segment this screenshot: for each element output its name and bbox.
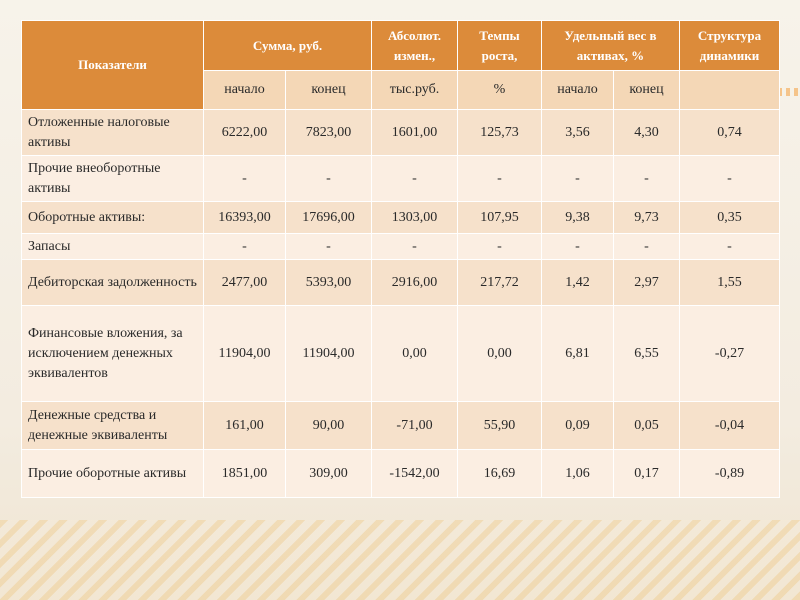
cell-share-end: 2,97 [614,260,680,306]
subheader-end: конец [286,71,372,110]
cell-share-start: - [542,234,614,260]
header-abs-change: Абсолют. измен., [372,21,458,71]
header-share: Удельный вес в активах, % [542,21,680,71]
row-label: Финансовые вложения, за исключением денежных эквивалентов [22,306,204,402]
cell-growth-rate: 0,00 [458,306,542,402]
cell-share-end: 9,73 [614,202,680,234]
table-row [22,450,780,498]
cell-sum-end: 5393,00 [286,260,372,306]
cell-sum-end: - [286,234,372,260]
cell-share-end: - [614,156,680,202]
table-row [22,156,780,202]
cell-abs-change: 2916,00 [372,260,458,306]
cell-sum-start: - [204,156,286,202]
cell-sum-end: 11904,00 [286,306,372,402]
table-row [22,234,780,260]
header-indicators: Показатели [22,21,204,110]
cell-share-start: - [542,156,614,202]
cell-share-end: - [614,234,680,260]
cell-abs-change: -71,00 [372,402,458,450]
cell-sum-start: - [204,234,286,260]
cell-growth-rate: 16,69 [458,450,542,498]
subheader-start: начало [204,71,286,110]
row-label: Отложенные налоговые активы [22,110,204,156]
cell-share-start: 9,38 [542,202,614,234]
table-row [22,306,780,402]
cell-sum-end: 90,00 [286,402,372,450]
cell-sum-end: 7823,00 [286,110,372,156]
cell-share-end: 0,05 [614,402,680,450]
cell-abs-change: 1601,00 [372,110,458,156]
cell-structure: 0,74 [680,110,780,156]
cell-structure: - [680,234,780,260]
cell-sum-start: 161,00 [204,402,286,450]
cell-sum-end: - [286,156,372,202]
row-label: Прочие оборотные активы [22,450,204,498]
row-label: Прочие внеоборотные активы [22,156,204,202]
cell-growth-rate: 107,95 [458,202,542,234]
cell-abs-change: - [372,234,458,260]
cell-share-end: 6,55 [614,306,680,402]
cell-abs-change: -1542,00 [372,450,458,498]
decorative-dashes [778,88,800,96]
cell-sum-start: 16393,00 [204,202,286,234]
assets-dynamics-table [21,20,780,498]
decorative-stripes [0,520,800,600]
cell-structure: -0,27 [680,306,780,402]
subheader-thous-rub: тыс.руб. [372,71,458,110]
subheader-share-end: конец [614,71,680,110]
row-label: Денежные средства и денежные эквиваленты [22,402,204,450]
cell-share-start: 1,06 [542,450,614,498]
table-row [22,110,780,156]
cell-share-start: 3,56 [542,110,614,156]
cell-structure: -0,04 [680,402,780,450]
cell-share-end: 0,17 [614,450,680,498]
cell-structure: 1,55 [680,260,780,306]
cell-share-start: 1,42 [542,260,614,306]
cell-growth-rate: 217,72 [458,260,542,306]
cell-share-start: 0,09 [542,402,614,450]
header-sum: Сумма, руб. [204,21,372,71]
row-label: Оборотные активы: [22,202,204,234]
cell-abs-change: 0,00 [372,306,458,402]
cell-structure: -0,89 [680,450,780,498]
table-row [22,260,780,306]
subheader-share-start: начало [542,71,614,110]
cell-growth-rate: 125,73 [458,110,542,156]
cell-growth-rate: - [458,156,542,202]
row-label: Дебиторская задолженность [22,260,204,306]
cell-structure: 0,35 [680,202,780,234]
cell-sum-start: 6222,00 [204,110,286,156]
cell-abs-change: 1303,00 [372,202,458,234]
table-row [22,402,780,450]
cell-share-end: 4,30 [614,110,680,156]
cell-sum-end: 309,00 [286,450,372,498]
cell-structure: - [680,156,780,202]
subheader-structure [680,71,780,110]
cell-abs-change: - [372,156,458,202]
cell-sum-start: 11904,00 [204,306,286,402]
row-label: Запасы [22,234,204,260]
cell-share-start: 6,81 [542,306,614,402]
cell-sum-start: 1851,00 [204,450,286,498]
cell-growth-rate: 55,90 [458,402,542,450]
cell-growth-rate: - [458,234,542,260]
header-structure: Структура динамики [680,21,780,71]
header-growth-rate: Темпы роста, [458,21,542,71]
cell-sum-end: 17696,00 [286,202,372,234]
subheader-percent: % [458,71,542,110]
table-row [22,202,780,234]
cell-sum-start: 2477,00 [204,260,286,306]
